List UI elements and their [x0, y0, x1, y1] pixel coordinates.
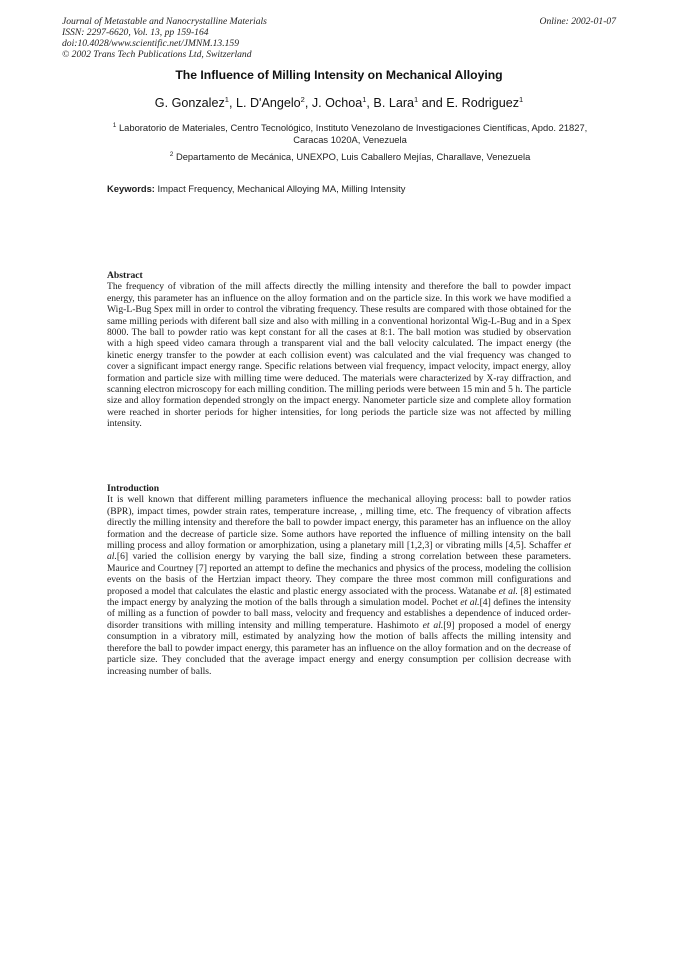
author-list: G. Gonzalez$^1$, L. D'Angelo$^2$, J. Ochoa$^1$, B. Lara$^1$ and E. Rodriguez$^1$ [154, 94, 524, 110]
introduction-text: It is well known that different milling parameters influence the mechanical alloying process: ball to powder ratios (BPR), impact times, powder strain rates, temperature increase, , milling time, etc. The frequency of vibration affects directly the milling intensity and therefore the ball to powder impact energy, this parameter has an influence on the alloy formation and the decrease of particle size. Some authors have reported the influence of milling intensity on the ball milling process and alloy formation or amorphization, using a planetary mill [1,2,3] or vibrating mills [4,5]. Schaffer et al.[6] varied the collision energy by varying the ball size, finding a strong correlation between these parameters. Maurice and Courtney [7] reported an attempt to define the mechanics and physics of the process, modeling the collision events on the basis of the Hertzian impact theory. They compare the three most common mill configurations and proposed a model that calculates the elastic and plastic energy associated with the process. Watanabe et al. [8] estimated the impact energy by analyzing the motion of the balls through a simulation model. Pochet et al.[4] defines the intensity of milling as a function of powder to ball mass, velocity and frequency and establishes a dependence of induced order-disorder transitions with milling intensity and milling temperature. Hashimoto et al.[9] proposed a model of energy consumption in a vibratory mill, estimated by analyzing how the motion of balls affects the milling intensity and therefore the ball to powder impact energy, this parameter has an influence on the alloy formation and on the decrease of particle size. They concluded that the average impact energy and energy consumption per collision decrease with increasing number of balls. [107, 494, 572, 677]
affiliation-1: $^1$ Laboratorio de Materiales, Centro Tecnológico, Instituto Venezolano de Investigaciones Científicas, Apdo. 21827, Caracas 1020A, Venezuela [112, 121, 588, 145]
doi-line: doi:10.4028/www.scientific.net/JMNM.13.159 [62, 38, 240, 49]
online-date: Online: 2002-01-07 [539, 16, 616, 27]
author: G. Gonzalez$^1$ [154, 94, 229, 110]
keywords-label: Keywords: [107, 183, 155, 194]
author: L. D'Angelo$^2$ [235, 94, 305, 110]
paper-title: The Influence of Milling Intensity on Mechanical Alloying [175, 68, 503, 82]
author: J. Ochoa$^1$ [311, 94, 367, 110]
issn-line: ISSN: 2297-6620, Vol. 13, pp 159-164 [62, 27, 209, 38]
introduction-heading: Introduction [107, 483, 160, 494]
author: E. Rodriguez$^1$ [446, 94, 524, 110]
journal-name: Journal of Metastable and Nanocrystalline Materials [62, 16, 267, 27]
abstract-text: The frequency of vibration of the mill affects directly the milling intensity and therefore the ball to powder impact energy, this parameter has an influence on the alloy formation and on the particle size. In this work we have modified a Wig-L-Bug Spex mill in order to control the vibrating frequency. These results are compared with those obtained for the same milling periods with diferent ball size and also with milling in a conventional horizontal Wig-L-Bug and in a Spex 8000. The ball to powder ratio was kept constant for all the cases at 8:1. The ball motion was studied by observation with a high speed video camara through a transparent vial and the ball velocity calculated. The impact energy (the kinetic energy transfer to the powder at each collision event) was calculated and the vial frequency was changed to cover a significant impact energy range. Specific relations between vial frequency, impact velocity, impact energy, alloy formation and particle size with milling time were deduced. The materials were characterized by X-ray diffraction, and scanning electron microscopy for each milling condition. The milling periods were between 15 min and 5 h. The particle size and alloy formation depended strongly on the impact energy. Nanometer particle size and complete alloy formation were reached in shorter periods for higher intensities, for long periods the particle size was not affected by milling intensity. [107, 281, 571, 430]
abstract-section [107, 270, 571, 430]
copyright-line: © 2002 Trans Tech Publications Ltd, Switzerland [62, 49, 252, 60]
introduction-section [107, 483, 571, 677]
keywords-text: Impact Frequency, Mechanical Alloying MA, Milling Intensity [157, 183, 406, 194]
journal-header [62, 16, 422, 60]
keywords [107, 183, 577, 194]
affiliation-2: $^2$ Departamento de Mecánica, UNEXPO, Luis Caballero Mejías, Charallave, Venezuela [169, 150, 531, 162]
author: B. Lara$^1$ [373, 94, 419, 110]
abstract-heading: Abstract [107, 270, 143, 281]
